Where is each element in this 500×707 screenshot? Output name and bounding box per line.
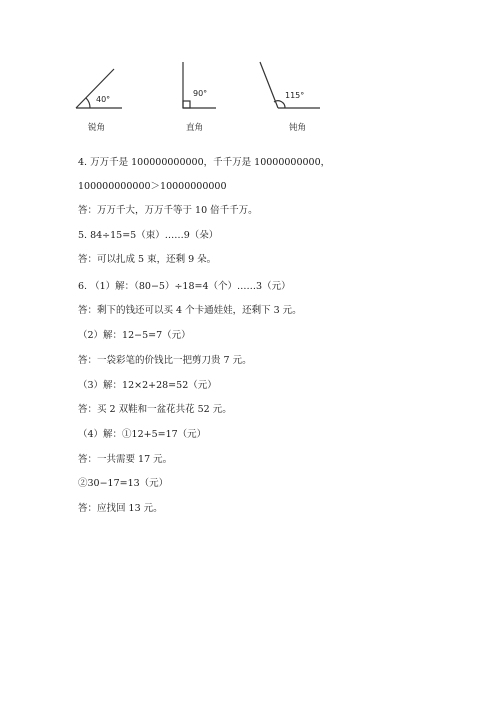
answer-6-4-conclusion: 答：一共需要 17 元。 <box>78 454 173 465</box>
answer-4-line: 4. 万万千是 100000000000，千千万是 10000000000， <box>78 157 331 168</box>
angle-figures <box>60 52 380 142</box>
obtuse-angle-caption: 钝角 <box>289 123 307 133</box>
answer-6-3-line: （3）解：12×2+28=52（元） <box>78 380 217 391</box>
right-angle-degree: 90° <box>193 89 208 98</box>
answer-6-2-conclusion: 答：一袋彩笔的价钱比一把剪刀贵 7 元。 <box>78 355 252 366</box>
answer-4-comparison: 100000000000＞10000000000 <box>78 181 227 192</box>
answer-5-line: 5. 84÷15=5（束）……9（朵） <box>78 230 219 241</box>
answer-6-2-line: （2）解：12−5=7（元） <box>78 330 191 341</box>
right-angle-caption: 直角 <box>186 123 204 133</box>
acute-angle-caption: 锐角 <box>88 123 106 133</box>
obtuse-angle-diagram <box>260 62 320 108</box>
answer-6-1-conclusion: 答：剩下的钱还可以买 4 个卡通娃娃，还剩下 3 元。 <box>78 305 302 316</box>
acute-angle-degree: 40° <box>96 95 111 104</box>
answer-6-3-conclusion: 答：买 2 双鞋和一盆花共花 52 元。 <box>78 404 232 415</box>
answer-6-4-final: 答：应找回 13 元。 <box>78 503 163 514</box>
answer-6-4-line: （4）解：①12+5=17（元） <box>78 429 207 440</box>
obtuse-angle-degree: 115° <box>285 91 305 100</box>
answer-5-conclusion: 答：可以扎成 5 束，还剩 9 朵。 <box>78 254 217 265</box>
answer-6-4-step2: ②30−17=13（元） <box>78 478 169 489</box>
right-angle-diagram <box>183 62 216 108</box>
answer-6-1-line: 6. （1）解：（80−5）÷18=4（个）……3（元） <box>78 281 291 292</box>
answer-4-conclusion: 答：万万千大，万万千等于 10 倍千千万。 <box>78 205 258 216</box>
